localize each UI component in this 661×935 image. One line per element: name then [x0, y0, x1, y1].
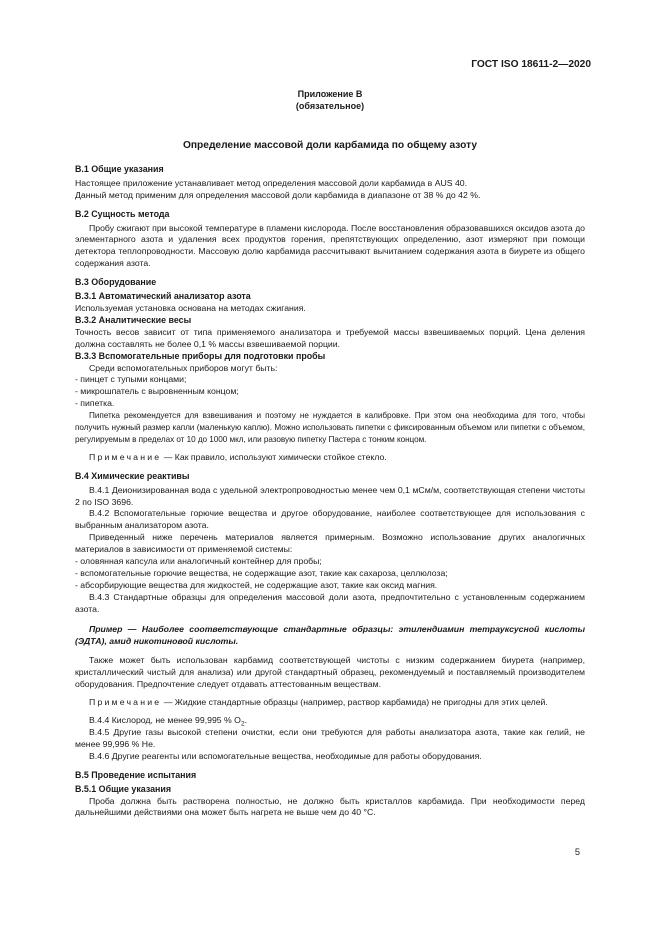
- b1-paragraph-1: Настоящее приложение устанавливает метод определения массовой доли карбамида в AUS 40.: [75, 177, 468, 188]
- section-b3-heading: В.3 Оборудование: [75, 277, 157, 288]
- list-item: - абсорбирующие вещества для жидкостей, не содержащие азот, такие как оксид магния.: [75, 579, 438, 590]
- annex-status: (обязательное): [295, 101, 365, 111]
- list-item: - вспомогательные горючие вещества, не содержащие азот, такие как сахароза, целлюлоза;: [75, 568, 448, 578]
- list-item: - пипетка.: [75, 398, 115, 409]
- b4-list-intro: Приведенный ниже перечень материалов является примерным. Возможно использование других аналогичных материалов в зависимости от применяемой системы:: [75, 532, 585, 555]
- document-id: ГОСТ ISO 18611-2—2020: [471, 59, 591, 70]
- note-label: Примечание: [89, 451, 162, 462]
- section-b4-heading: В.4 Химические реактивы: [75, 470, 190, 481]
- annex-title: Приложение В: [297, 89, 363, 99]
- list-item: - пинцет с тупыми концами;: [75, 374, 187, 385]
- note-label: Примечание: [89, 697, 162, 708]
- list-item: - микрошпатель с выровненным концом;: [75, 386, 239, 397]
- b46-text: В.4.6 Другие реагенты или вспомогательные вещества, необходимые для работы оборудования.: [89, 750, 482, 761]
- note-text: — Как правило, используют химически стойкое стекло.: [161, 451, 387, 462]
- b44-suffix: .: [244, 715, 247, 726]
- section-b1-heading: В.1 Общие указания: [75, 163, 164, 174]
- b41-text: В.4.1 Деионизированная вода с удельной электропроводностью менее чем 0,1 мСм/м, соответствующая степени чистоты 2 по ISO 3696.: [75, 484, 585, 507]
- note-text: — Жидкие стандартные образцы (например, раствор карбамида) не пригодны для этих целей.: [161, 697, 548, 708]
- b44-subscript: 2: [240, 720, 245, 728]
- b32-heading: В.3.2 Аналитические весы: [75, 314, 192, 325]
- section-b5-heading: В.5 Проведение испытания: [75, 769, 197, 780]
- b33-intro: Среди вспомогательных приборов могут быть:: [89, 362, 278, 373]
- b31-heading: В.3.1 Автоматический анализатор азота: [75, 291, 251, 302]
- b44-text: [75, 715, 585, 727]
- b51-heading: В.5.1 Общие указания: [75, 783, 172, 794]
- example-text: Пример — Наиболее соответствующие стандартные образцы: этилендиамин тетрауксусной кислоты (ЭДТА), амид никотиновой кислоты.: [75, 623, 585, 646]
- page-content: [75, 88, 585, 819]
- b33-heading: В.3.3 Вспомогательные приборы для подготовки пробы: [75, 350, 326, 361]
- main-title: Определение массовой доли карбамида по общему азоту: [182, 140, 477, 151]
- b44-prefix: В.4.4 Кислород, не менее 99,995 % O: [89, 715, 241, 726]
- b42-text: В.4.2 Вспомогательные горючие вещества и другое оборудование, наиболее соответствующее для использования с выбранным анализатором азота.: [75, 508, 585, 531]
- b51-text: Проба должна быть растворена полностью, не должно быть кристаллов карбамида. При необходимости перед дальнейшими действиями она может быть нагрета не выше чем до 40 °С.: [75, 795, 585, 818]
- b3-note: [75, 452, 585, 464]
- b33-pipette-text: Пипетка рекомендуется для взвешивания и поэтому не нуждается в калибровке. При этом она необходима для того, чтобы получить нужный размер капли (маленькую каплю). Можно использовать пипетки с фиксированным объемом или пипетки с объемом, регулируемым в пределах от 10 до 1000 мкл, или разовую пипетку Пастера с тонким концом.: [75, 411, 585, 444]
- section-b2-heading: В.2 Сущность метода: [75, 208, 170, 219]
- b45-text: В.4.5 Другие газы высокой степени очистки, если они требуются для работы анализатора азота, такие как гелий, не менее 99,996 % He.: [75, 726, 585, 749]
- b32-text: Точность весов зависит от типа применяемого анализатора и требуемой массы взвешиваемых порций. Цена деления должна составлять не более 0,1 % массы взвешиваемой порции.: [75, 326, 585, 349]
- b2-paragraph: Пробу сжигают при высокой температуре в пламени кислорода. После восстановления образовавшихся оксидов азота до элементарного азота и удаления всех продуктов горения, препятствующих определению, азот измеряют при помощи детектора теплопроводности. Массовую долю карбамида рассчитывают вычитанием содержания азота в биурете из общего содержания азота.: [75, 222, 585, 269]
- b4-note: [75, 697, 585, 709]
- b31-text: Используемая установка основана на методах сжигания.: [75, 302, 306, 313]
- b1-paragraph-2: Данный метод применим для определения массовой доли карбамида в диапазоне от 38 % до 42 %.: [75, 189, 481, 200]
- list-item: - оловянная капсула или аналогичный контейнер для пробы;: [75, 556, 322, 567]
- b43-text: В.4.3 Стандартные образцы для определения массовой доли азота, предпочтительно с установленным содержанием азота.: [75, 591, 585, 614]
- page-number: 5: [574, 847, 580, 857]
- b4-after-example: Также может быть использован карбамид соответствующей чистоты с низким содержанием биурета (например, кристаллический чистый для анализа) или другой стандартный образец, рекомендуемый и поставляемый производителем оборудования. Предпочтение следует отдавать аттестованным веществам.: [75, 655, 585, 690]
